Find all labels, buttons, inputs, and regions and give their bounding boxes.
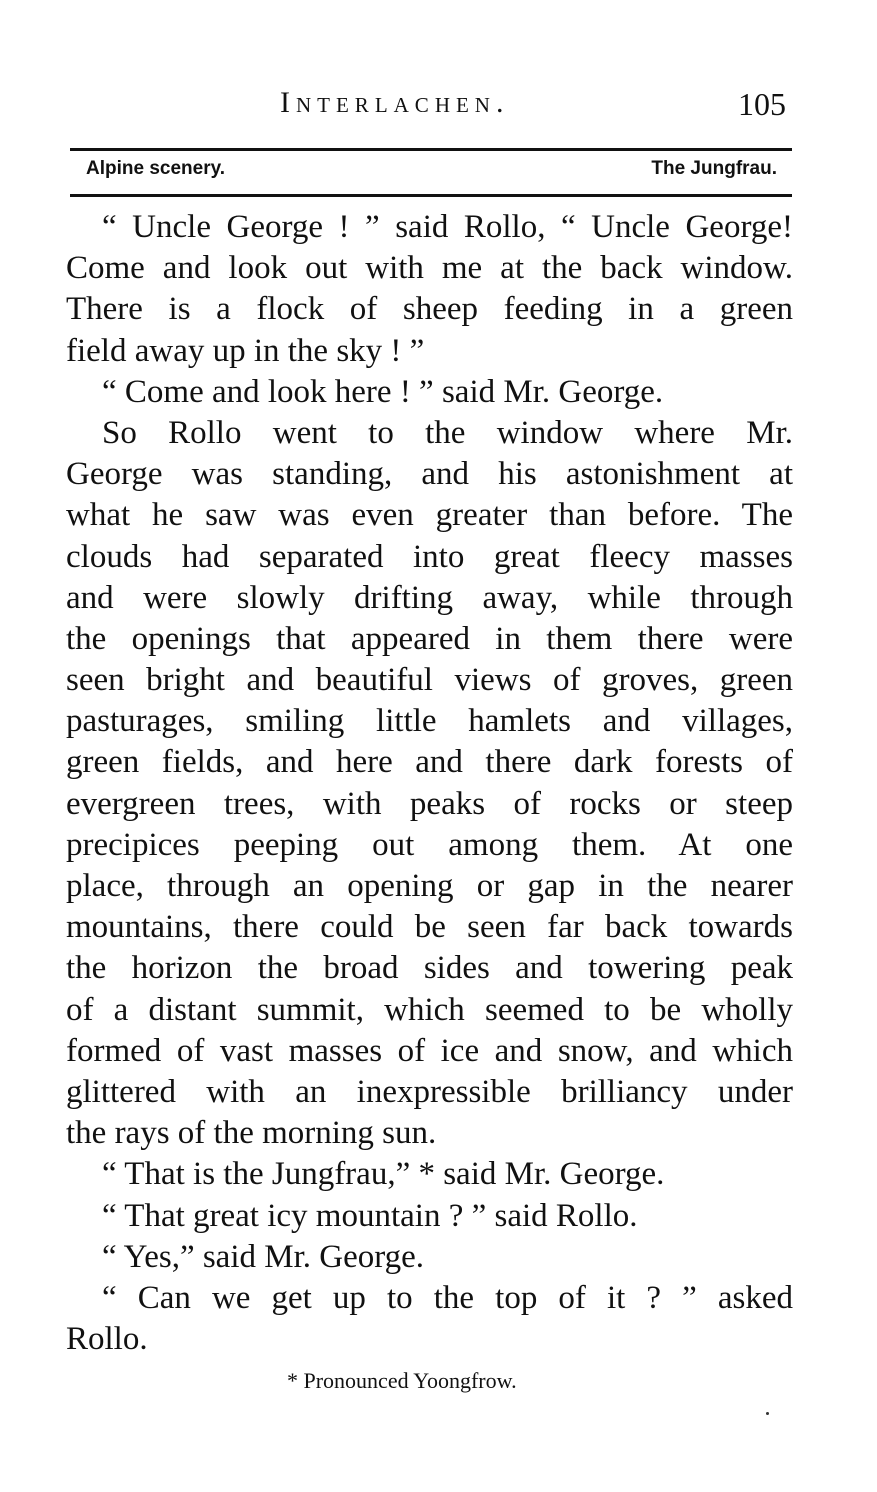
text-line: So Rollo went to the window where Mr.	[102, 414, 793, 451]
text-line: “ Come and look here ! ” said Mr. George.	[102, 373, 664, 410]
subhead-right: The Jungfrau.	[651, 158, 777, 179]
text-line: what he saw was even greater than before. The	[66, 497, 793, 534]
footnote: * Pronounced Yoongfrow.	[287, 1368, 517, 1393]
page-number: 105	[738, 86, 786, 122]
text-line: clouds had separated into great fleecy masses	[66, 538, 793, 575]
header-rule-bottom	[70, 194, 792, 197]
text-line: the horizon the broad sides and towering peak	[66, 950, 793, 987]
text-line: evergreen trees, with peaks of rocks or steep	[66, 785, 793, 822]
body-text	[66, 207, 793, 1360]
text-line: pasturages, smiling little hamlets and villages,	[66, 703, 793, 740]
text-line: glittered with an inexpressible brilliancy under	[66, 1073, 793, 1110]
text-line: “ Yes,” said Mr. George.	[102, 1238, 425, 1275]
text-line: place, through an opening or gap in the nearer	[66, 868, 793, 904]
text-line: mountains, there could be seen far back towards	[66, 909, 793, 946]
text-line: George was standing, and his astonishment at	[66, 456, 793, 493]
text-line: “ Uncle George ! ” said Rollo, “ Uncle George!	[102, 209, 793, 245]
text-line: precipices peeping out among them. At one	[66, 826, 793, 863]
paper-speck	[766, 1412, 769, 1415]
text-line: and were slowly drifting away, while through	[66, 579, 793, 616]
text-line: green fields, and here and there dark forests of	[66, 744, 793, 781]
running-title: Interlachen.	[280, 86, 510, 119]
text-line: There is a flock of sheep feeding in a green	[66, 291, 793, 328]
text-line: seen bright and beautiful views of groves, green	[66, 662, 793, 699]
text-line: “ Can we get up to the top of it ? ” asked	[102, 1279, 793, 1316]
text-line: “ That is the Jungfrau,” * said Mr. George.	[102, 1156, 665, 1193]
text-line: formed of vast masses of ice and snow, and which	[66, 1032, 793, 1069]
subhead-left: Alpine scenery.	[86, 158, 226, 179]
text-line: Rollo.	[66, 1321, 148, 1358]
text-line: field away up in the sky ! ”	[66, 332, 425, 369]
text-line: Come and look out with me at the back window.	[66, 250, 793, 287]
text-line: the rays of the morning sun.	[66, 1115, 437, 1152]
text-line: of a distant summit, which seemed to be wholly	[66, 991, 793, 1028]
header-rule-top	[70, 148, 792, 151]
text-line: the openings that appeared in them there were	[66, 620, 793, 657]
text-line: “ That great icy mountain ? ” said Rollo.	[102, 1197, 638, 1234]
